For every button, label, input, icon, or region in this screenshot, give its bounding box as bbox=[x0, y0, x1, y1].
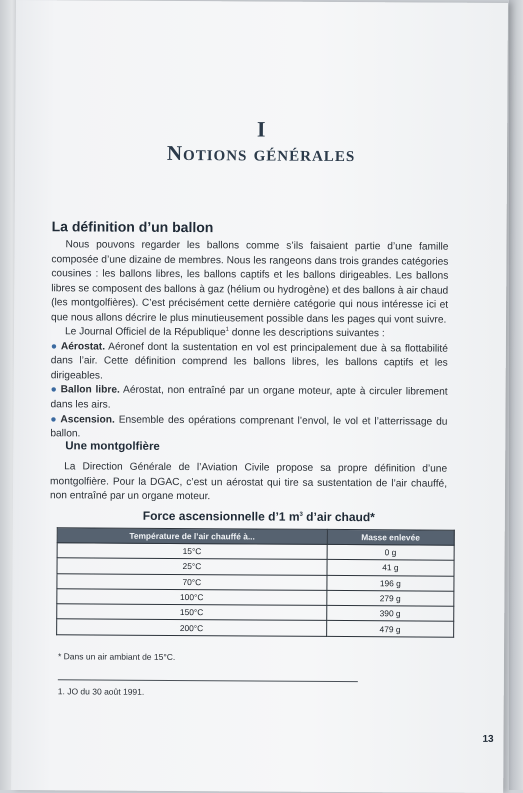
cell-mass: 41 g bbox=[327, 560, 454, 576]
table-title-sup: 3 bbox=[299, 511, 303, 518]
cell-mass: 479 g bbox=[326, 621, 453, 637]
definition-term: Aérostat. bbox=[60, 340, 106, 353]
cell-temperature: 15°C bbox=[57, 543, 327, 560]
column-header-temperature: Température de l’air chauffé à... bbox=[57, 528, 327, 545]
book-page bbox=[11, 0, 508, 793]
definition-text: Aérostat, non entraîné par un organe moteur, apte à circuler librement dans les airs. bbox=[50, 385, 448, 411]
chapter-number: I bbox=[256, 116, 266, 142]
chapter-title: Notions générales bbox=[166, 140, 356, 167]
page-number: 13 bbox=[482, 733, 494, 745]
intro-paragraph bbox=[51, 238, 449, 328]
table-title-pre: Force ascensionnelle d’1 m bbox=[142, 508, 300, 524]
background-strip bbox=[509, 0, 523, 790]
definition-item bbox=[50, 384, 447, 416]
bullet-icon: ● bbox=[50, 413, 57, 425]
subsection-paragraph bbox=[50, 460, 447, 506]
cell-temperature: 70°C bbox=[57, 573, 327, 590]
bullet-icon: ● bbox=[50, 340, 58, 352]
definition-term: Ballon libre. bbox=[60, 384, 120, 397]
definition-text: Ensemble des opérations comprenant l’envol, le vol et l’atterrissage du ballon. bbox=[50, 414, 448, 440]
table-row bbox=[57, 619, 454, 637]
cell-temperature: 150°C bbox=[57, 604, 327, 621]
cell-mass: 390 g bbox=[326, 606, 453, 622]
subsection-title: Une montgolfière bbox=[65, 440, 160, 453]
definition-term: Ascension. bbox=[60, 413, 115, 426]
cell-mass: 0 g bbox=[327, 544, 454, 560]
cell-temperature: 100°C bbox=[57, 589, 327, 606]
column-header-mass: Masse enlevée bbox=[327, 529, 454, 545]
bullet-icon: ● bbox=[50, 384, 57, 396]
footnote-divider bbox=[58, 679, 358, 682]
jo-intro-end: donne les descriptions suivantes : bbox=[228, 327, 385, 340]
cell-mass: 196 g bbox=[327, 575, 454, 591]
intro-text: Nous pouvons regarder les ballons comme s’ils faisaient partie d’une famille composée d’une dizaine de membres. Nous les rangeons dans trois grandes catégories cousines : les ballons libres, les ballons captifs et les ballons dirigeables. Les ballons libres se composent des ballons à gaz (hélium ou hydrogène) et des ballons à air chaud (les montgolfières). C’est précisément cette dernière catégorie qui nous intéresse ici et que nous allons décrire le plus minutieusement possible dans les pages qui vont suivre. bbox=[51, 239, 449, 326]
subsection-text: La Direction Générale de l’Aviation Civile propose sa propre définition d’une montgolfière. Pour la DGAC, c’est un aérostat qui tire sa sustentation de l’air chauffé, non entraîné par un organe moteur. bbox=[49, 461, 448, 503]
jo-intro: Le Journal Officiel de la République bbox=[64, 326, 226, 339]
footnote-1: 1. JO du 30 août 1991. bbox=[57, 686, 145, 697]
definition-item bbox=[51, 340, 448, 386]
table-title bbox=[13, 508, 505, 525]
cell-temperature: 200°C bbox=[57, 619, 327, 636]
section-title: La définition d’un ballon bbox=[51, 218, 214, 236]
footnote-ref: 1 bbox=[225, 326, 230, 333]
cell-mass: 279 g bbox=[327, 590, 454, 606]
definitions-block bbox=[50, 325, 448, 444]
table-footnote: * Dans un air ambiant de 15°C. bbox=[57, 651, 176, 662]
table-title-post: d’air chaud* bbox=[302, 509, 375, 525]
definition-text: Aéronef dont la sustentation en vol est principalement due à sa flottabilité dans l’air. Cette définition comprend les ballons libres, les ballons captifs et les dirigeables. bbox=[50, 341, 448, 382]
cell-temperature: 25°C bbox=[57, 558, 327, 575]
lift-table bbox=[56, 527, 455, 637]
